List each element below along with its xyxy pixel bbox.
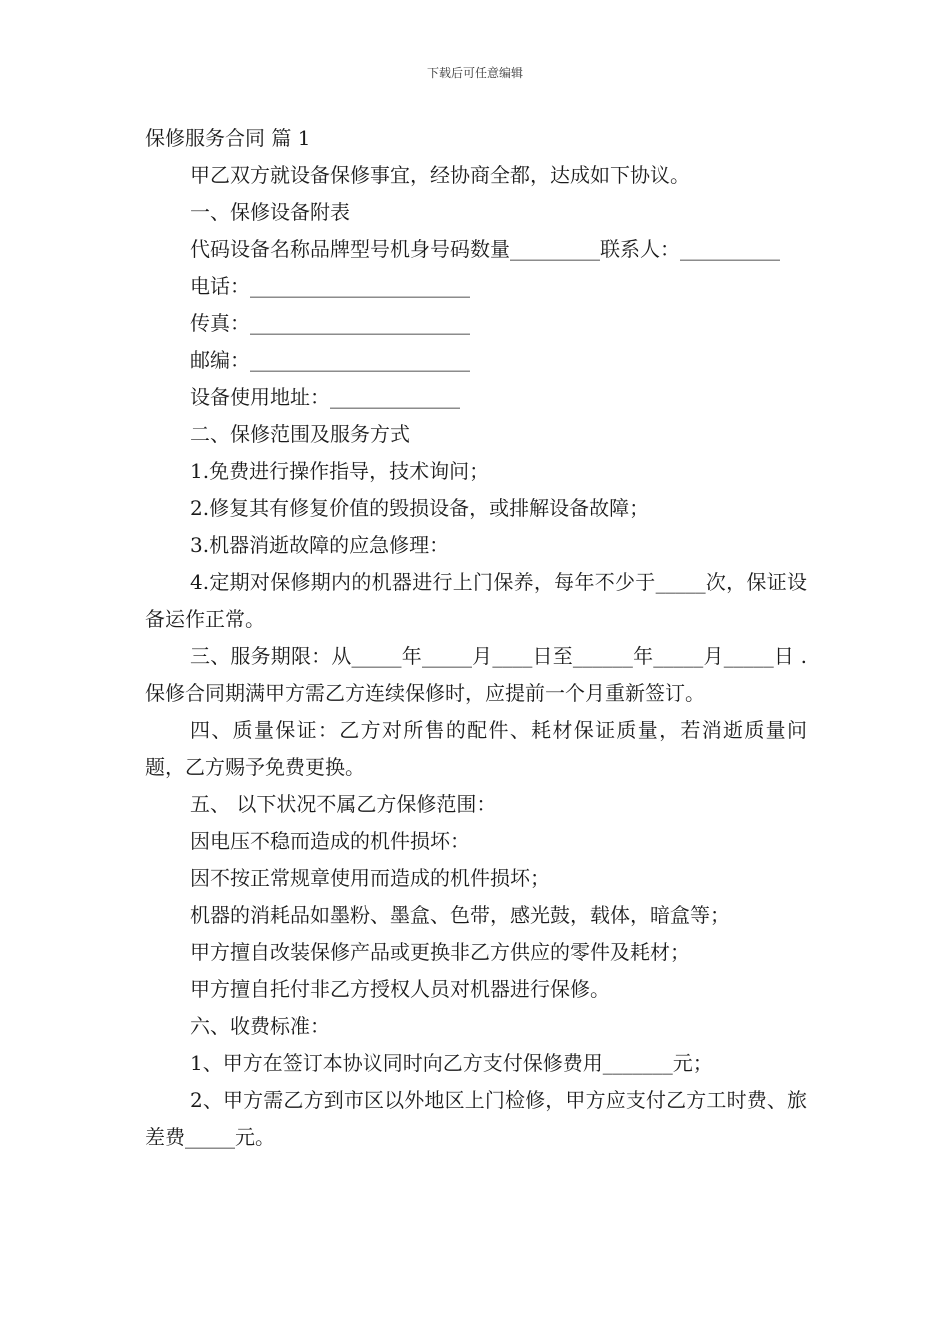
header-note: 下载后可任意编辑	[426, 66, 523, 80]
exclusion-item-3: 机器的消耗品如墨粉、墨盒、色带，感光鼓，载体，暗盒等；	[190, 903, 730, 927]
paragraph-intro: 甲乙双方就设备保修事宜，经协商全都，达成如下协议。	[190, 163, 690, 187]
section-heading-2: 二、保修范围及服务方式	[190, 422, 410, 446]
fax-line: 传真：______________________	[190, 311, 470, 335]
document-body	[145, 120, 807, 1156]
exclusion-item-2: 因不按正常规章使用而造成的机件损坏；	[190, 866, 550, 890]
exclusion-item-1: 因电压不稳而造成的机件损坏：	[190, 829, 470, 853]
section-heading-1: 一、保修设备附表	[190, 200, 350, 224]
fee-item-1: 1、甲方在签订本协议同时向乙方支付保修费用_______元；	[190, 1051, 713, 1075]
exclusion-item-4: 甲方擅自改装保修产品或更换非乙方供应的零件及耗材；	[190, 940, 690, 964]
postcode-line: 邮编：______________________	[190, 348, 470, 372]
phone-line: 电话：______________________	[190, 274, 470, 298]
service-item-1: 1.免费进行操作指导，技术询问；	[190, 459, 490, 483]
section-heading-4: 四、质量保证：乙方对所售的配件、耗材保证质量，若消逝质量问题，乙方赐予免费更换。	[145, 718, 807, 779]
service-item-2: 2.修复其有修复价值的毁损设备，或排解设备故障；	[190, 496, 650, 520]
section-heading-3: 三、服务期限：从_____年_____月____日至______年_____月_____日 .保修合同期满甲方需乙方连续保修时，应提前一个月重新签订。	[145, 644, 807, 705]
section-heading-5: 五、 以下状况不属乙方保修范围：	[190, 792, 497, 816]
equipment-table-line: 代码设备名称品牌型号机身号码数量_________联系人：__________	[190, 237, 780, 261]
exclusion-item-5: 甲方擅自托付非乙方授权人员对机器进行保修。	[190, 977, 610, 1001]
document-title: 保修服务合同 篇 1	[145, 126, 311, 150]
service-item-4: 4.定期对保修期内的机器进行上门保养，每年不少于_____次，保证设备运作正常。	[145, 570, 807, 631]
fee-item-2: 2、甲方需乙方到市区以外地区上门检修，甲方应支付乙方工时费、旅差费_____元。	[145, 1088, 807, 1149]
service-item-3: 3.机器消逝故障的应急修理：	[190, 533, 450, 557]
address-line: 设备使用地址：_____________	[190, 385, 460, 409]
section-heading-6: 六、收费标准：	[190, 1014, 330, 1038]
